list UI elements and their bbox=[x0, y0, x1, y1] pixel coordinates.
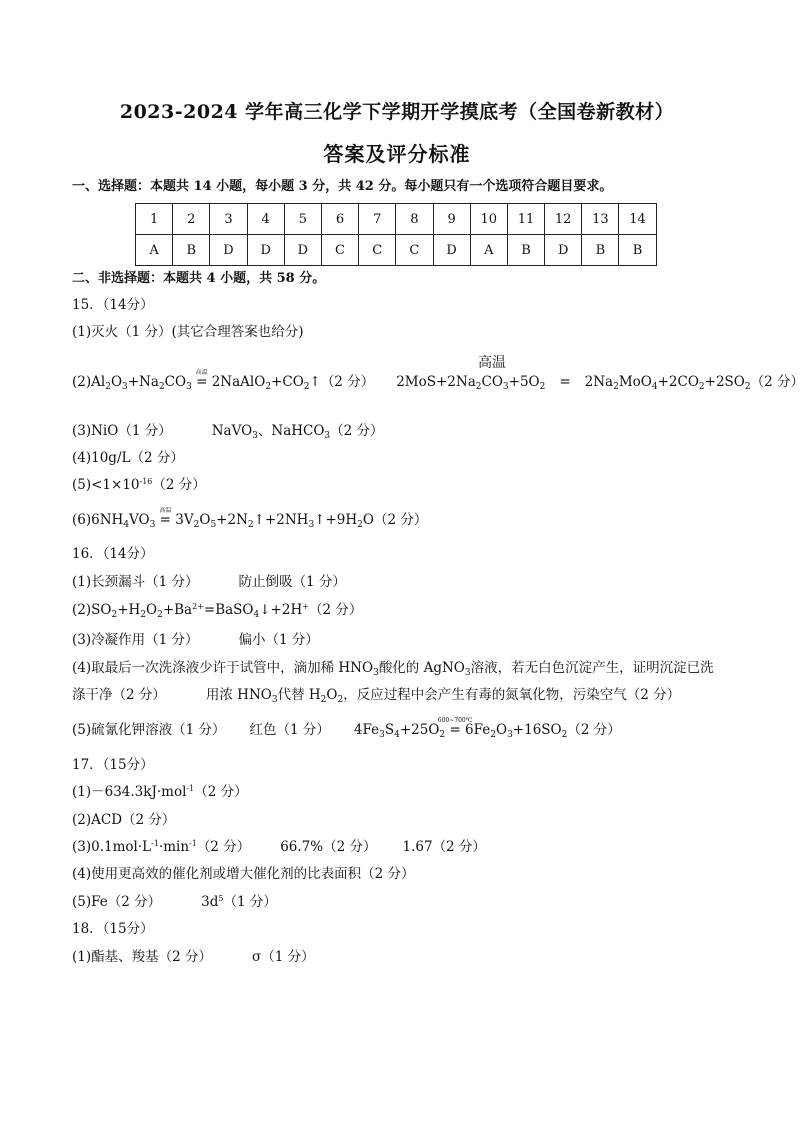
q16-part3-b: 偏小（1 分） bbox=[238, 632, 319, 648]
answer-cell: D bbox=[210, 235, 247, 266]
q16-part2: $(2)SO_2+H_2O_2+Ba^{2+}=BaSO_4↓+2H^+(2$ 分） bbox=[72, 602, 363, 620]
q17-part2: (2)ACD（2 分） bbox=[72, 812, 176, 828]
q15-condition-label: 高温 bbox=[195, 369, 208, 376]
answer-cell: C bbox=[359, 235, 396, 266]
question-number-cell: 6 bbox=[321, 204, 358, 235]
q16-part4-line1: (4)取最后一次洗涤液少许于试管中，滴加稀 $HNO_3$酸化的 AgNO$_3$溶液，若无白色沉淀产生，证明沉淀已洗 bbox=[72, 660, 714, 678]
q18-header: 18．（15分） bbox=[72, 921, 154, 937]
answer-cell: D bbox=[284, 235, 321, 266]
question-number-cell: 7 bbox=[359, 204, 396, 235]
page-title: 2023-2024 学年高三化学下学期开学摸底考（全国卷新教材） bbox=[119, 101, 675, 123]
q15-part5-score: （2 分） bbox=[152, 477, 206, 493]
question-number-cell: 2 bbox=[173, 204, 210, 235]
q16-part4-text-c: 溶液，若无白色沉淀产生，证明沉淀已洗 bbox=[470, 660, 714, 676]
q16-part3-a: (3)冷凝作用（1 分） bbox=[72, 632, 199, 648]
q16-part3 bbox=[72, 631, 319, 649]
question-number-cell: 3 bbox=[210, 204, 247, 235]
q17-part3-c: 1.67（2 分） bbox=[402, 839, 486, 855]
q16-part5-a: (5)硫氰化钾溶液（1 分） bbox=[72, 722, 226, 738]
question-number-cell: 14 bbox=[619, 204, 656, 235]
q15-part6-score: （2 分） bbox=[373, 512, 428, 528]
q15-part3: (3)NiO（1 分） NaVO$_3$、NaHCO$_3$（2 分） bbox=[72, 423, 384, 441]
q16-part4-text-b: 酸化的 AgNO bbox=[378, 660, 465, 676]
q16-part5: (5)硫氰化钾溶液（1 分） 红色（1 分） $4Fe_3S_4+25O_2$ 600~700℃ = $6Fe_2O_3+16SO_2(2$ 分） bbox=[72, 721, 621, 739]
answer-cell: B bbox=[619, 235, 656, 266]
q15-part5: $(5)<1\times 10^{-16}(2$ 分） bbox=[72, 477, 206, 493]
answer-cell: A bbox=[136, 235, 173, 266]
answer-cell: D bbox=[433, 235, 470, 266]
q16-part4-text-g: ，反应过程中会产生有毒的氮氧化物，污染空气（2 分） bbox=[343, 687, 681, 703]
q15-part2: $(2)Al_2O_3+Na_2CO_3$ 高温 = $2NaAlO_2+CO_2↑(2$ 分） $2MoS+2Na_2CO_3+5O_2 = 2Na_2MoO_4+2CO_2+2SO_2(2$ 分） bbox=[72, 373, 804, 391]
answer-cell: B bbox=[173, 235, 210, 266]
answer-cell: C bbox=[321, 235, 358, 266]
q17-part5-a: (5)Fe（2 分） bbox=[72, 894, 162, 910]
answer-cell: A bbox=[470, 235, 507, 266]
answer-table-number-row bbox=[136, 204, 657, 235]
question-number-cell: 12 bbox=[545, 204, 582, 235]
q16-part2-score: （2 分） bbox=[308, 602, 363, 618]
page-subtitle: 答案及评分标准 bbox=[323, 142, 471, 166]
answer-cell: C bbox=[396, 235, 433, 266]
q16-part1-b: 防止倒吸（1 分） bbox=[238, 574, 346, 590]
answer-table-answer-row bbox=[136, 235, 657, 266]
answer-cell: B bbox=[507, 235, 544, 266]
q16-part4-text-a: (4)取最后一次洗涤液少许于试管中，滴加稀 HNO bbox=[72, 660, 374, 676]
question-number-cell: 1 bbox=[136, 204, 173, 235]
question-number-cell: 13 bbox=[582, 204, 619, 235]
q16-part1-a: (1)长颈漏斗（1 分） bbox=[72, 574, 199, 590]
answer-cell: D bbox=[247, 235, 284, 266]
q17-part1-value: (1)－634.3kJ·mol bbox=[72, 784, 187, 800]
q17-part3-value: (3)0.1mol·L bbox=[72, 839, 152, 855]
question-number-cell: 8 bbox=[396, 204, 433, 235]
q15-part4: (4)10g/L（2 分） bbox=[72, 450, 184, 466]
answer-cell: B bbox=[582, 235, 619, 266]
q15-part1: (1)灭火（1 分）(其它合理答案也给分) bbox=[72, 324, 304, 340]
q18-part1-a: (1)酯基、羧基（2 分） bbox=[72, 949, 213, 965]
q17-part1-score: （2 分） bbox=[194, 784, 248, 800]
q17-part3: $(3)0.1mol\cdot L^{-1}\cdot\min^{-1}(2$ 分） 66.7%（2 分） 1.67（2 分） bbox=[72, 839, 486, 855]
q17-part4: (4)使用更高效的催化剂或增大催化剂的比表面积（2 分） bbox=[72, 866, 415, 882]
q16-part4-line2: 涤干净（2 分） 用浓 $HNO_3$代替 $H_2O_2$，反应过程中会产生有毒的氮氧化物，污染空气（2 分） bbox=[72, 687, 681, 705]
question-number-cell: 10 bbox=[470, 204, 507, 235]
q18-part1 bbox=[72, 948, 315, 966]
q16-part5-condition: 600~700℃ bbox=[437, 717, 473, 724]
q16-part5-b: 红色（1 分） bbox=[249, 722, 330, 738]
q15-part6: $(6)6NH_4VO_3$ 高温 = $3V_2O_5+2N_2↑+2NH_3↑+9H_2O(2$ 分） bbox=[72, 511, 427, 529]
question-number-cell: 4 bbox=[247, 204, 284, 235]
q17-part5: (5)Fe（2 分） $3d^5(1$ 分） bbox=[72, 894, 277, 910]
section-2-heading: 二、非选择题：本题共 4 小题，共 58 分。 bbox=[72, 271, 326, 286]
q16-part4-text-f: 代替 H bbox=[277, 687, 321, 703]
section-1-heading: 一、选择题：本题共 14 小题，每小题 3 分，共 42 分。每小题只有一个选项符合题目要求。 bbox=[72, 179, 613, 194]
q16-part4-text-e: 用浓 HNO bbox=[205, 687, 272, 703]
q15-part3-score: （2 分） bbox=[330, 423, 384, 439]
q17-part1: (1)－634.3kJ·mol$^{-1}$（2 分） bbox=[72, 784, 248, 800]
answer-cell: D bbox=[545, 235, 582, 266]
q15-part2-score-b: （2 分） bbox=[750, 374, 804, 390]
q15-part3-a: (3)NiO（1 分） bbox=[72, 423, 172, 439]
q15-part6-condition: 高温 bbox=[159, 507, 172, 514]
q15-header: 15．（14分） bbox=[72, 297, 154, 313]
q17-header: 17．（15分） bbox=[72, 757, 154, 773]
q17-part3-score: （2 分） bbox=[196, 839, 251, 855]
q15-part2-score-a: （2 分） bbox=[320, 374, 375, 390]
q15-gaowen-condition: 高温 bbox=[478, 355, 506, 371]
q16-part1 bbox=[72, 573, 346, 591]
question-number-cell: 11 bbox=[507, 204, 544, 235]
q16-header: 16．（14分） bbox=[72, 546, 154, 562]
q16-part4-text-d: 涤干净（2 分） bbox=[72, 687, 166, 703]
q17-part5-score: （1 分） bbox=[223, 894, 277, 910]
question-number-cell: 5 bbox=[284, 204, 321, 235]
q17-part3-b: 66.7%（2 分） bbox=[280, 839, 377, 855]
q16-part5-score: （2 分） bbox=[567, 722, 621, 738]
q18-part1-b: σ（1 分） bbox=[252, 949, 315, 965]
question-number-cell: 9 bbox=[433, 204, 470, 235]
answer-table bbox=[135, 203, 657, 266]
